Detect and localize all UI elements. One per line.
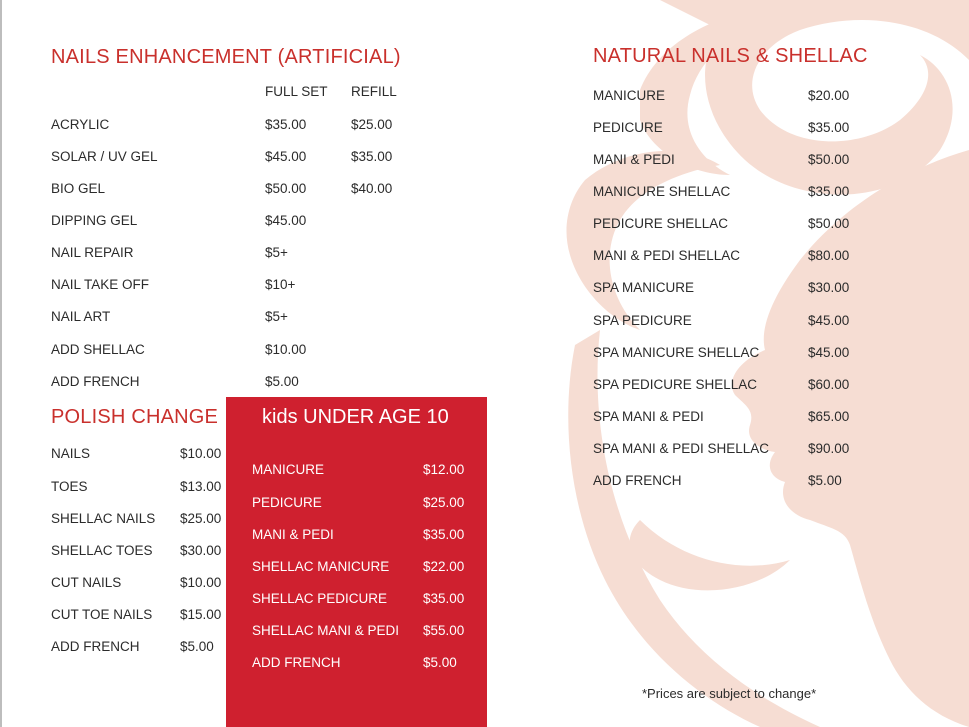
kids-item-price: $55.00 bbox=[423, 623, 465, 638]
enhancement-item-name: NAIL REPAIR bbox=[51, 245, 134, 260]
kids-item-price: $12.00 bbox=[423, 462, 465, 477]
natural-item-name: SPA MANI & PEDI SHELLAC bbox=[593, 441, 770, 456]
polish-item-price: $25.00 bbox=[180, 511, 222, 526]
kids-item-name: MANICURE bbox=[252, 462, 325, 477]
natural-item-name: MANI & PEDI SHELLAC bbox=[593, 248, 741, 263]
enhancement-item-name: NAIL TAKE OFF bbox=[51, 277, 150, 292]
kids-item-price: $22.00 bbox=[423, 559, 465, 574]
natural-item-price: $50.00 bbox=[808, 152, 850, 167]
polish-item-name: ADD FRENCH bbox=[51, 639, 140, 654]
kids-item-price: $25.00 bbox=[423, 495, 465, 510]
kids-title: kids UNDER AGE 10 bbox=[262, 406, 449, 428]
natural-item-name: MANICURE bbox=[593, 88, 666, 103]
enhancement-item-name: SOLAR / UV GEL bbox=[51, 149, 158, 164]
natural-item-price: $60.00 bbox=[808, 377, 850, 392]
enhancement-item-refill: $35.00 bbox=[351, 149, 393, 164]
natural-item-price: $35.00 bbox=[808, 184, 850, 199]
kids-item-price: $5.00 bbox=[423, 655, 457, 670]
kids-item-name: ADD FRENCH bbox=[252, 655, 341, 670]
enhancement-item-full: $5+ bbox=[265, 309, 288, 324]
natural-item-name: SPA PEDICURE bbox=[593, 313, 692, 328]
enhancement-item-full: $35.00 bbox=[265, 117, 307, 132]
natural-item-price: $50.00 bbox=[808, 216, 850, 231]
polish-item-name: CUT TOE NAILS bbox=[51, 607, 153, 622]
enhancement-item-full: $50.00 bbox=[265, 181, 307, 196]
enhancement-item-name: ADD FRENCH bbox=[51, 374, 140, 389]
polish-item-name: CUT NAILS bbox=[51, 575, 122, 590]
kids-item-price: $35.00 bbox=[423, 591, 465, 606]
enhancement-item-full: $10+ bbox=[265, 277, 296, 292]
prices-note: *Prices are subject to change* bbox=[642, 686, 817, 701]
natural-item-name: PEDICURE SHELLAC bbox=[593, 216, 729, 231]
polish-item-name: SHELLAC TOES bbox=[51, 543, 153, 558]
natural-item-price: $65.00 bbox=[808, 409, 850, 424]
kids-item-name: MANI & PEDI bbox=[252, 527, 334, 542]
enhancement-item-full: $45.00 bbox=[265, 213, 307, 228]
natural-item-name: PEDICURE bbox=[593, 120, 663, 135]
natural-item-price: $20.00 bbox=[808, 88, 850, 103]
enhancement-item-refill: $40.00 bbox=[351, 181, 393, 196]
enhancement-item-full: $45.00 bbox=[265, 149, 307, 164]
polish-title: POLISH CHANGE bbox=[51, 406, 219, 428]
polish-item-price: $5.00 bbox=[180, 639, 214, 654]
polish-item-name: NAILS bbox=[51, 446, 91, 461]
kids-item-name: SHELLAC MANI & PEDI bbox=[252, 623, 400, 638]
page-edge bbox=[0, 0, 2, 727]
polish-item-name: TOES bbox=[51, 479, 88, 494]
enhancement-item-refill: $25.00 bbox=[351, 117, 393, 132]
enhancement-item-full: $5+ bbox=[265, 245, 288, 260]
natural-item-name: ADD FRENCH bbox=[593, 473, 682, 488]
enhancement-title: NAILS ENHANCEMENT (ARTIFICIAL) bbox=[51, 46, 401, 68]
kids-item-price: $35.00 bbox=[423, 527, 465, 542]
natural-title: NATURAL NAILS & SHELLAC bbox=[593, 45, 868, 67]
enhancement-item-name: BIO GEL bbox=[51, 181, 106, 196]
enhancement-item-name: NAIL ART bbox=[51, 309, 111, 324]
enhancement-item-name: ADD SHELLAC bbox=[51, 342, 145, 357]
refill-header: REFILL bbox=[351, 84, 397, 99]
natural-item-name: MANI & PEDI bbox=[593, 152, 675, 167]
kids-item-name: SHELLAC MANICURE bbox=[252, 559, 390, 574]
natural-item-price: $90.00 bbox=[808, 441, 850, 456]
natural-item-price: $30.00 bbox=[808, 280, 850, 295]
natural-item-name: SPA MANI & PEDI bbox=[593, 409, 704, 424]
polish-item-price: $10.00 bbox=[180, 446, 222, 461]
enhancement-item-name: DIPPING GEL bbox=[51, 213, 138, 228]
natural-item-price: $35.00 bbox=[808, 120, 850, 135]
natural-item-name: MANICURE SHELLAC bbox=[593, 184, 731, 199]
natural-item-price: $5.00 bbox=[808, 473, 842, 488]
polish-item-price: $30.00 bbox=[180, 543, 222, 558]
natural-item-price: $45.00 bbox=[808, 345, 850, 360]
natural-item-price: $80.00 bbox=[808, 248, 850, 263]
natural-item-price: $45.00 bbox=[808, 313, 850, 328]
natural-item-name: SPA MANICURE bbox=[593, 280, 695, 295]
polish-item-price: $15.00 bbox=[180, 607, 222, 622]
natural-item-name: SPA PEDICURE SHELLAC bbox=[593, 377, 758, 392]
enhancement-item-full: $10.00 bbox=[265, 342, 307, 357]
polish-item-price: $13.00 bbox=[180, 479, 222, 494]
full-set-header: FULL SET bbox=[265, 84, 328, 99]
kids-item-name: SHELLAC PEDICURE bbox=[252, 591, 388, 606]
kids-item-name: PEDICURE bbox=[252, 495, 322, 510]
enhancement-item-full: $5.00 bbox=[265, 374, 299, 389]
enhancement-item-name: ACRYLIC bbox=[51, 117, 110, 132]
polish-item-name: SHELLAC NAILS bbox=[51, 511, 156, 526]
polish-item-price: $10.00 bbox=[180, 575, 222, 590]
natural-item-name: SPA MANICURE SHELLAC bbox=[593, 345, 760, 360]
